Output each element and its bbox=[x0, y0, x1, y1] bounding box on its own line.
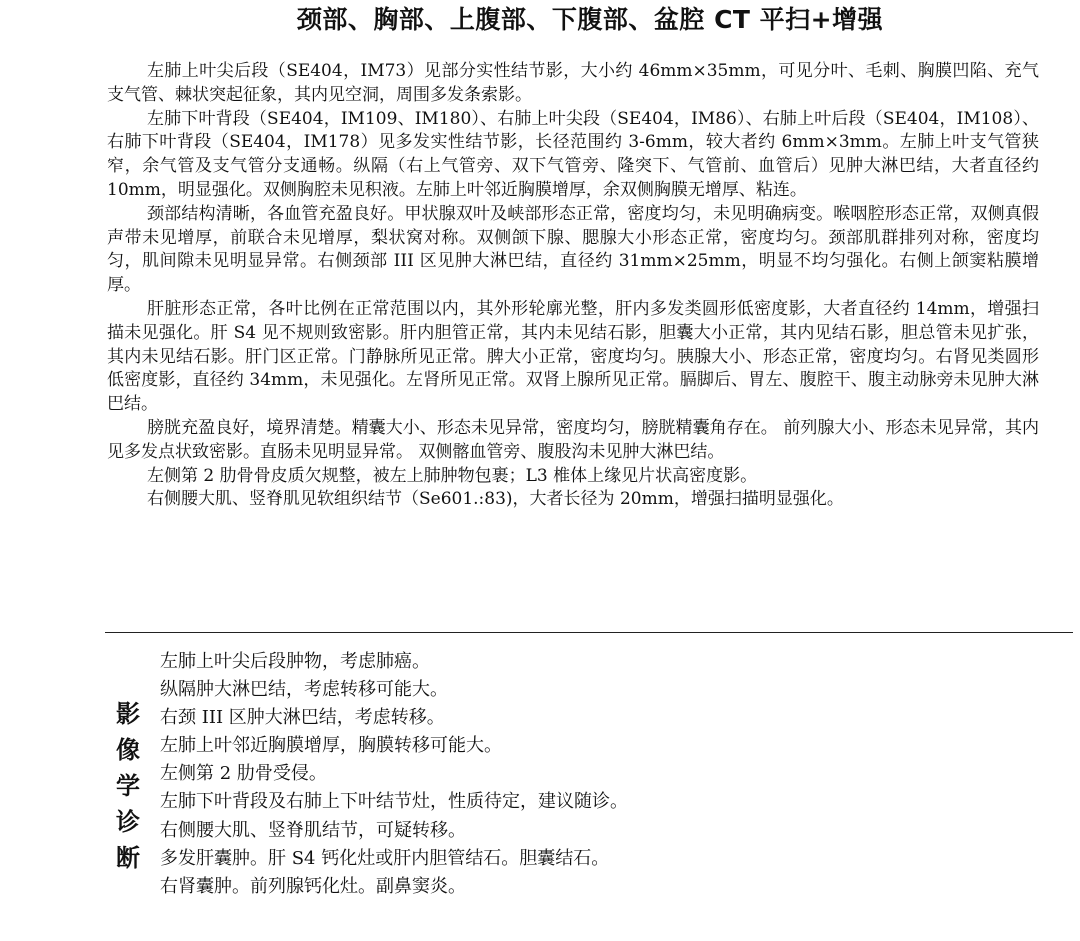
finding-paragraph: 膀胱充盈良好，境界清楚。精囊大小、形态未见异常，密度均匀，膀胱精囊角存在。 前列腺大小、形态未见异常，其内见多发点状致密影。直肠未见明显异常。 双侧髂血管旁、腹股沟未见肿大淋巴结。 bbox=[107, 417, 1039, 462]
diagnosis-heading-char: 诊 bbox=[116, 808, 140, 836]
diagnosis-item: 左肺下叶背段及右肺上下叶结节灶，性质待定，建议随诊。 bbox=[160, 791, 628, 813]
diagnosis-heading-char: 像 bbox=[116, 736, 140, 764]
diagnosis-item: 纵隔肿大淋巴结，考虑转移可能大。 bbox=[160, 679, 448, 701]
diagnosis-heading-char: 断 bbox=[116, 844, 140, 872]
finding-paragraph: 左肺下叶背段（SE404，IM109、IM180）、右肺上叶尖段（SE404，IM86）、右肺上叶后段（SE404，IM108）、右肺下叶背段（SE404，IM178）见多发实性结节影，长径范围约 3-6mm，较大者约 6mm×3mm。左肺上叶支气管狭窄，余气管及支气管分支通畅。纵隔（右上气管旁、双下气管旁、隆突下、气管前、血管后）见肿大淋巴结，大者直径约 10mm，明显强化。双侧胸腔未见积液。左肺上叶邻近胸膜增厚，余双侧胸膜无增厚、粘连。 bbox=[107, 108, 1039, 200]
finding-paragraph: 右侧腰大肌、竖脊肌见软组织结节（Se601.:83)，大者长径为 20mm，增强扫描明显强化。 bbox=[147, 489, 844, 510]
diagnosis-item: 右肾囊肿。前列腺钙化灶。副鼻窦炎。 bbox=[160, 875, 466, 897]
diagnosis-item: 右颈 III 区肿大淋巴结，考虑转移。 bbox=[160, 707, 445, 729]
diagnosis-item: 左侧第 2 肋骨受侵。 bbox=[160, 763, 327, 785]
diagnosis-item: 多发肝囊肿。肝 S4 钙化灶或肝内胆管结石。胆囊结石。 bbox=[160, 847, 610, 869]
section-divider bbox=[105, 632, 1073, 633]
finding-paragraph: 颈部结构清晰，各血管充盈良好。甲状腺双叶及峡部形态正常，密度均匀，未见明确病变。喉咽腔形态正常，双侧真假声带未见增厚，前联合未见增厚，梨状窝对称。双侧颌下腺、腮腺大小形态正常，密度均匀。颈部肌群排列对称，密度均匀，肌间隙未见明显异常。右侧颈部 III 区见肿大淋巴结，直径约 31mm×25mm，明显不均匀强化。右侧上颌窦粘膜增厚。 bbox=[107, 203, 1039, 296]
diagnosis-heading-char: 影 bbox=[116, 700, 140, 728]
diagnosis-list bbox=[160, 648, 1060, 901]
diagnosis-heading bbox=[113, 696, 143, 876]
findings-section bbox=[107, 60, 1039, 512]
report-title: 颈部、胸部、上腹部、下腹部、盆腔 CT 平扫+增强 bbox=[296, 5, 884, 34]
diagnosis-item: 左肺上叶尖后段肿物，考虑肺癌。 bbox=[160, 651, 430, 672]
finding-paragraph: 左肺上叶尖后段（SE404，IM73）见部分实性结节影，大小约 46mm×35mm，可见分叶、毛刺、胸膜凹陷、充气支气管、棘状突起征象，其内见空洞，周围多发条索影。 bbox=[107, 61, 1039, 105]
finding-paragraph: 左侧第 2 肋骨骨皮质欠规整，被左上肺肿物包裹；L3 椎体上缘见片状高密度影。 bbox=[147, 465, 758, 486]
diagnosis-item: 左肺上叶邻近胸膜增厚，胸膜转移可能大。 bbox=[160, 735, 502, 757]
diagnosis-item: 右侧腰大肌、竖脊肌结节，可疑转移。 bbox=[160, 819, 466, 841]
diagnosis-heading-char: 学 bbox=[116, 772, 140, 800]
finding-paragraph: 肝脏形态正常，各叶比例在正常范围以内，其外形轮廓光整，肝内多发类圆形低密度影，大者直径约 14mm，增强扫描未见强化。肝 S4 见不规则致密影。肝内胆管正常，其内未见结石影，胆囊大小正常，其内见结石影，胆总管未见扩张，其内未见结石影。肝门区正常。门静脉所见正常。脾大小正常，密度均匀。胰腺大小、形态正常，密度均匀。右肾见类圆形低密度影，直径约 34mm，未见强化。左肾所见正常。双肾上腺所见正常。膈脚后、胃左、腹腔干、腹主动脉旁未见肿大淋巴结。 bbox=[107, 298, 1039, 415]
